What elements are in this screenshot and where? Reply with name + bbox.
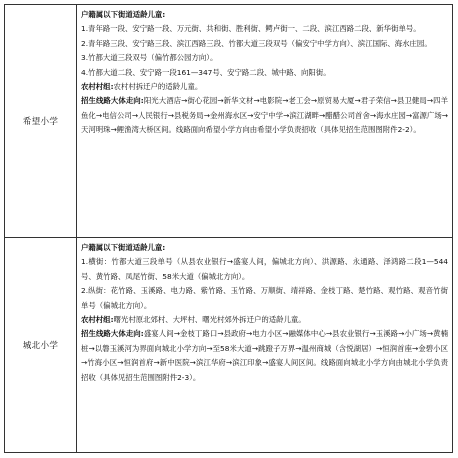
description-paragraph: [81, 22, 448, 36]
table-row: [5, 238, 452, 452]
table-row: [5, 5, 452, 238]
paragraph-text: 2.纵街：花竹路、玉溪路、电力路、紫竹路、玉竹路、万顺街、靖祥路、金枝丁路、楚竹路、观竹路、观音竹街单号（偏城北方向）。: [81, 286, 448, 310]
paragraph-text: 盛宴人间→金枝丁路口→县政府→电力小区→融媒体中心→县农业银行→玉溪路→小广场→黄楠桩→以磐玉溪河为界面向城北小学方向→至58米大道→跳蹬子万界→温州商城（含悦湖居）→恒润首座→金碧小区→竹海小区→恒润首府→新中医院→滨江华府→滨江印象→盛宴人间区间。线路面向城北小学方向由城北小学负责招收（具体见招生范围图附件2-3）。: [81, 329, 448, 382]
description-paragraph: [81, 313, 448, 327]
paragraph-label: 户籍属以下街道适龄儿童:: [81, 243, 166, 252]
description-paragraph: [81, 66, 448, 80]
description-paragraph: [81, 37, 448, 51]
paragraph-text: 3.竹都大道三段双号（偏竹都公园方向）。: [81, 53, 218, 63]
description-paragraph: [81, 94, 448, 137]
paragraph-text: 4.竹都大道二段、安宁路一段161—347号、安宁路二段、城中路、向阳街。: [81, 67, 331, 77]
description-paragraph: [81, 241, 448, 255]
description-paragraph: [81, 284, 448, 313]
paragraph-text: 农村村拆迁户的适龄儿童。: [113, 82, 203, 92]
description-paragraph: [81, 51, 448, 65]
school-name-cell: 希望小学: [5, 5, 77, 237]
paragraph-text: 1.青年路一段、安宁路一段、万元街、共和街、胜利街、鳄卢街一、二段、滨江西路二段、新华街单号。: [81, 24, 421, 34]
description-paragraph: [81, 255, 448, 284]
paragraph-label: 农村村组:: [81, 82, 114, 92]
enrollment-table: [4, 4, 453, 453]
paragraph-text: 2.青年路三段、安宁路三段、滨江西路三段、竹都大道三段双号（偏安宁中学方向）、滨江国际、海水庄园。: [81, 38, 432, 48]
district-description-cell: [77, 5, 452, 237]
description-paragraph: [81, 80, 448, 94]
district-description-cell: [77, 238, 452, 452]
paragraph-label: 招生线路大体走向:: [81, 329, 144, 339]
paragraph-label: 户籍属以下街道适龄儿童:: [81, 10, 166, 19]
paragraph-label: 招生线路大体走向:: [81, 96, 144, 106]
paragraph-text: 阳光大酒店→街心花园→新华文材→电影院→老工会→原贸易大厦→君子荣信→县卫健局→四羊鱼化→电信公司→人民银行→县税务局→金州海水区→安宁中学→滨江湖畔→醋醋公司首舍→海水庄园→富源广场→天河明珠→鲤渔湾大桥区间。线路面向希望小学方向由希望小学负责招收（具体见招生范围图附件2-2）。: [81, 96, 448, 135]
description-paragraph: [81, 8, 448, 22]
description-paragraph: [81, 327, 448, 385]
paragraph-text: 1.横街：竹都大道三段单号（从县农业银行→盛宴人间，偏城北方向）、洪源路、永通路、泽鸿路二段1—544号、黄竹路、凤尾竹街、58米大道（偏城北方向）。: [81, 257, 448, 281]
school-name-cell: 城北小学: [5, 238, 77, 452]
paragraph-text: 曙光村原北郊村、大坪村、曙光村郊外拆迁户的适龄儿童。: [113, 315, 306, 325]
paragraph-label: 农村村组:: [81, 315, 114, 325]
